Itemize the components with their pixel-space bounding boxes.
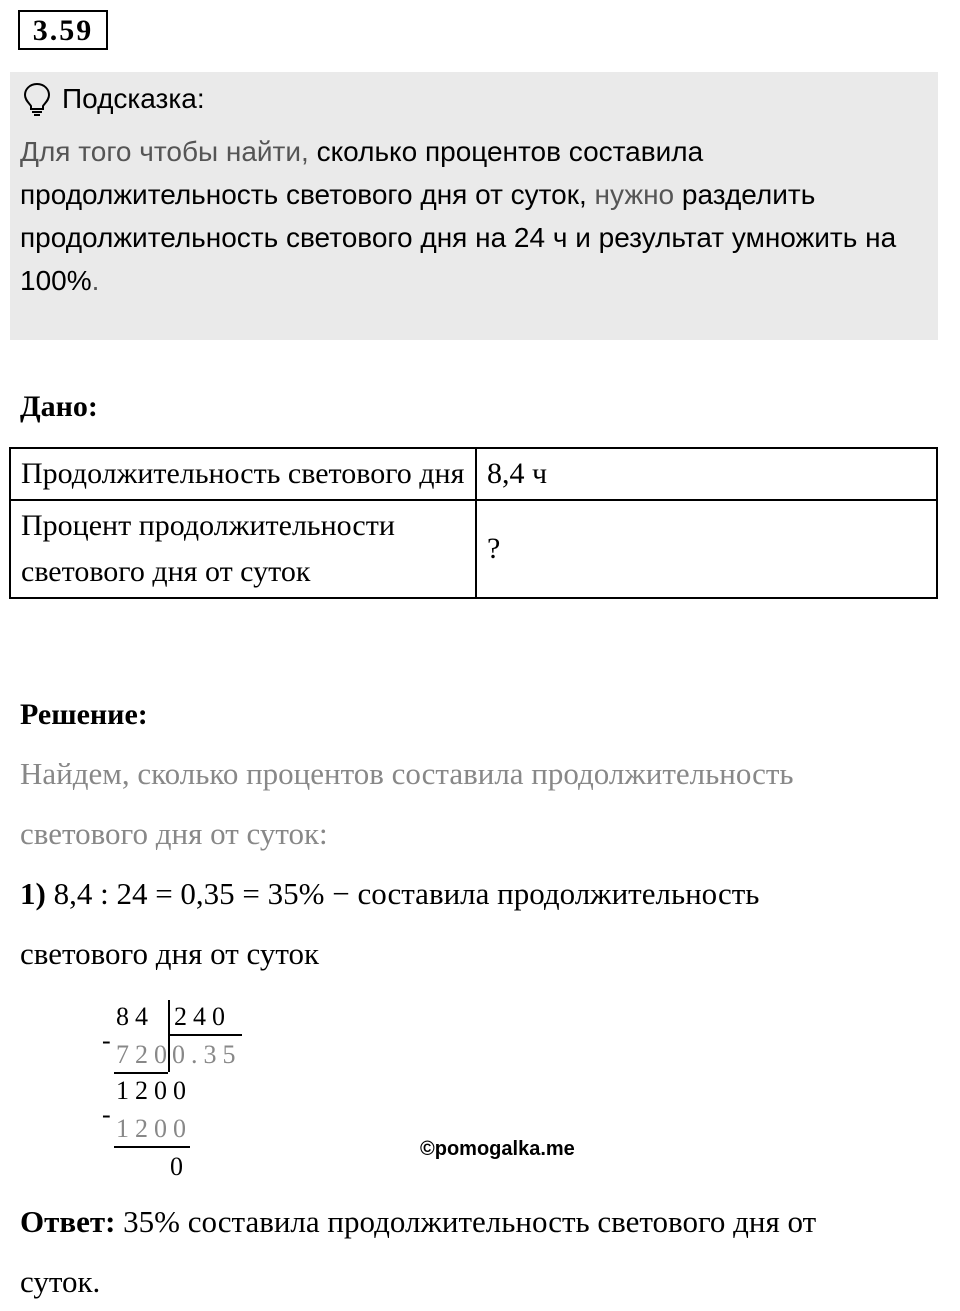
step-number: 1) [20,876,46,911]
hint-text-strong: сколько процентов составила продолжительность светового дня от суток, [20,136,704,210]
given-label: Процент продолжительности светового дня от суток [10,500,476,598]
lightbulb-icon [22,82,52,116]
division-dividend: 84 [116,1002,154,1031]
division-sub1: 720 [116,1040,173,1069]
given-value: ? [476,500,937,598]
table-row [10,500,937,598]
division-quotient: 0.35 [172,1040,242,1069]
given-label: Продолжительность светового дня [10,448,476,500]
hint-title: Подсказка: [62,83,205,114]
solution-step [20,876,759,912]
hint-text [20,130,930,302]
watermark: ©pomogalka.me [420,1138,575,1160]
solution-intro-line1: Найдем, сколько процентов составила продолжительность [20,756,794,791]
step-line1: 8,4 : 24 = 0,35 = 35% − составила продолжительность [45,876,760,911]
hint-text-part: . [91,265,100,296]
division-underline [114,1072,168,1074]
hint-header [22,82,205,116]
division-horizontal-line [168,1034,242,1036]
division-sub2: 1200 [116,1114,192,1143]
minus-sign: - [102,1026,117,1055]
answer-label: Ответ: [20,1204,116,1239]
division-divisor: 240 [174,1002,231,1031]
step-line2: светового дня от суток [20,936,320,971]
solution-title: Решение: [20,698,148,731]
table-row [10,448,937,500]
division-final: 0 [170,1152,189,1181]
division-rem1: 1200 [116,1076,192,1105]
division-underline [114,1146,190,1148]
minus-sign: - [102,1100,117,1129]
problem-number: 3.59 [18,10,108,50]
given-value: 8,4 ч [476,448,937,500]
hint-text-part: Для того чтобы найти, [20,136,317,167]
hint-text-strong: разделить продолжительность светового дня на 24 ч и результат умножить на 100% [20,179,897,296]
given-title: Дано: [20,390,98,423]
answer-line2: суток. [20,1264,101,1299]
given-table [9,447,938,599]
answer-line1 [20,1204,816,1240]
hint-text-part: нужно [586,179,682,210]
answer-text: 35% составила продолжительность светового дня от [115,1204,817,1239]
solution-intro-line2: светового дня от суток: [20,816,328,851]
